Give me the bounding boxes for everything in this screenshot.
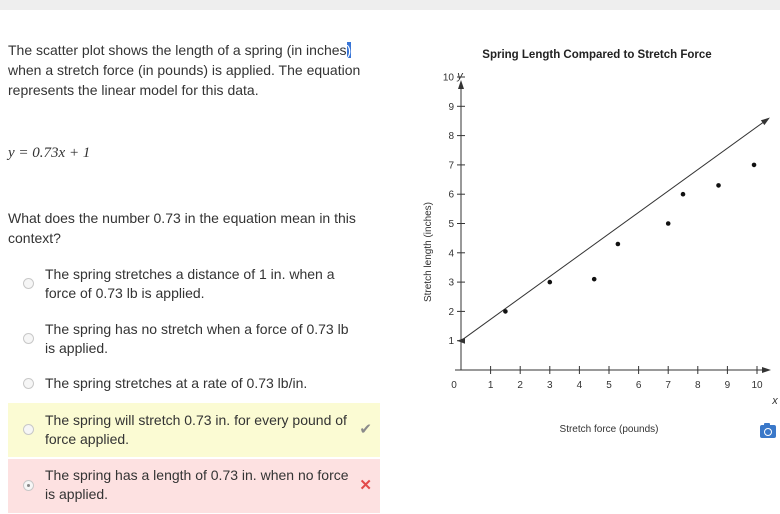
choice-1[interactable] bbox=[8, 263, 380, 303]
x-tick-label: 7 bbox=[665, 380, 671, 391]
data-point bbox=[548, 280, 553, 285]
y-axis-letter: y bbox=[457, 70, 463, 82]
model-equation: y = 0.73x + 1 bbox=[8, 145, 91, 161]
data-point bbox=[716, 183, 721, 188]
intro-text-before: The scatter plot shows the length of a spring (in inches bbox=[8, 42, 347, 58]
y-tick-label: 1 bbox=[448, 336, 454, 348]
y-tick-label: 6 bbox=[448, 189, 454, 201]
x-axis-arrow bbox=[762, 367, 771, 373]
y-tick-label: 2 bbox=[448, 306, 454, 318]
choice-label: The spring will stretch 0.73 in. for every pound of force applied. bbox=[45, 412, 347, 447]
x-tick-label: 2 bbox=[517, 380, 523, 391]
y-tick-label: 5 bbox=[448, 219, 454, 230]
y-tick-label: 7 bbox=[448, 160, 454, 172]
question-intro bbox=[8, 40, 380, 100]
scatter-plot bbox=[416, 40, 780, 440]
x-axis-label: Stretch force (pounds) bbox=[559, 424, 659, 435]
x-axis-letter: x bbox=[772, 395, 778, 407]
y-ticks bbox=[443, 73, 465, 348]
radio-button[interactable] bbox=[23, 278, 34, 289]
y-tick-label: 3 bbox=[448, 277, 454, 289]
x-tick-label: 10 bbox=[751, 380, 763, 391]
y-tick-label: 4 bbox=[448, 248, 454, 260]
x-tick-label: 5 bbox=[606, 380, 612, 391]
y-tick-label: 10 bbox=[442, 72, 454, 84]
camera-icon[interactable] bbox=[760, 425, 776, 438]
choice-4-correct[interactable] bbox=[8, 403, 380, 457]
data-point bbox=[503, 309, 508, 314]
chart-axes bbox=[455, 80, 771, 373]
data-point bbox=[616, 242, 621, 247]
data-point bbox=[666, 221, 671, 226]
cross-icon: ✕ bbox=[359, 477, 372, 494]
radio-button[interactable] bbox=[23, 333, 34, 344]
data-point bbox=[592, 277, 597, 282]
radio-button-checked[interactable] bbox=[23, 480, 34, 491]
choice-label: The spring stretches at a rate of 0.73 lb/in. bbox=[45, 375, 308, 391]
x-tick-label: 6 bbox=[635, 380, 642, 391]
data-points bbox=[503, 163, 756, 314]
chart-title: Spring Length Compared to Stretch Force bbox=[482, 49, 712, 61]
radio-button[interactable] bbox=[23, 424, 34, 435]
radio-button[interactable] bbox=[23, 378, 34, 389]
check-icon: ✔ bbox=[359, 421, 372, 438]
top-bar bbox=[0, 0, 780, 10]
x-tick-label: 8 bbox=[695, 380, 701, 391]
choice-2[interactable] bbox=[8, 318, 380, 358]
data-point bbox=[681, 192, 686, 197]
choice-label: The spring has a length of 0.73 in. when no force is applied. bbox=[45, 467, 349, 502]
data-point bbox=[752, 163, 757, 168]
y-axis-label: Stretch length (inches) bbox=[423, 201, 434, 303]
y-tick-label: 8 bbox=[448, 131, 454, 143]
selected-text: ) bbox=[346, 42, 352, 58]
choice-label: The spring stretches a distance of 1 in. when a force of 0.73 lb is applied. bbox=[45, 266, 335, 301]
y-tick-label: 9 bbox=[448, 101, 454, 113]
choice-label: The spring has no stretch when a force of 0.73 lb is applied. bbox=[45, 321, 349, 356]
question-prompt: What does the number 0.73 in the equation mean in this context? bbox=[8, 210, 356, 246]
x-tick-label: 9 bbox=[724, 380, 731, 391]
x-tick-label: 3 bbox=[547, 380, 553, 391]
trend-line-arrow bbox=[761, 117, 770, 125]
intro-text-after: when a stretch force (in pounds) is applied. The equation represents the linear model for this data. bbox=[8, 62, 361, 98]
choice-5-selected-wrong[interactable] bbox=[8, 459, 380, 513]
trend-line-path bbox=[461, 120, 766, 340]
x-tick-label: 1 bbox=[487, 380, 494, 391]
x-tick-label: 0 bbox=[451, 380, 457, 391]
choice-3[interactable] bbox=[8, 373, 380, 395]
x-tick-label: 4 bbox=[576, 380, 583, 391]
